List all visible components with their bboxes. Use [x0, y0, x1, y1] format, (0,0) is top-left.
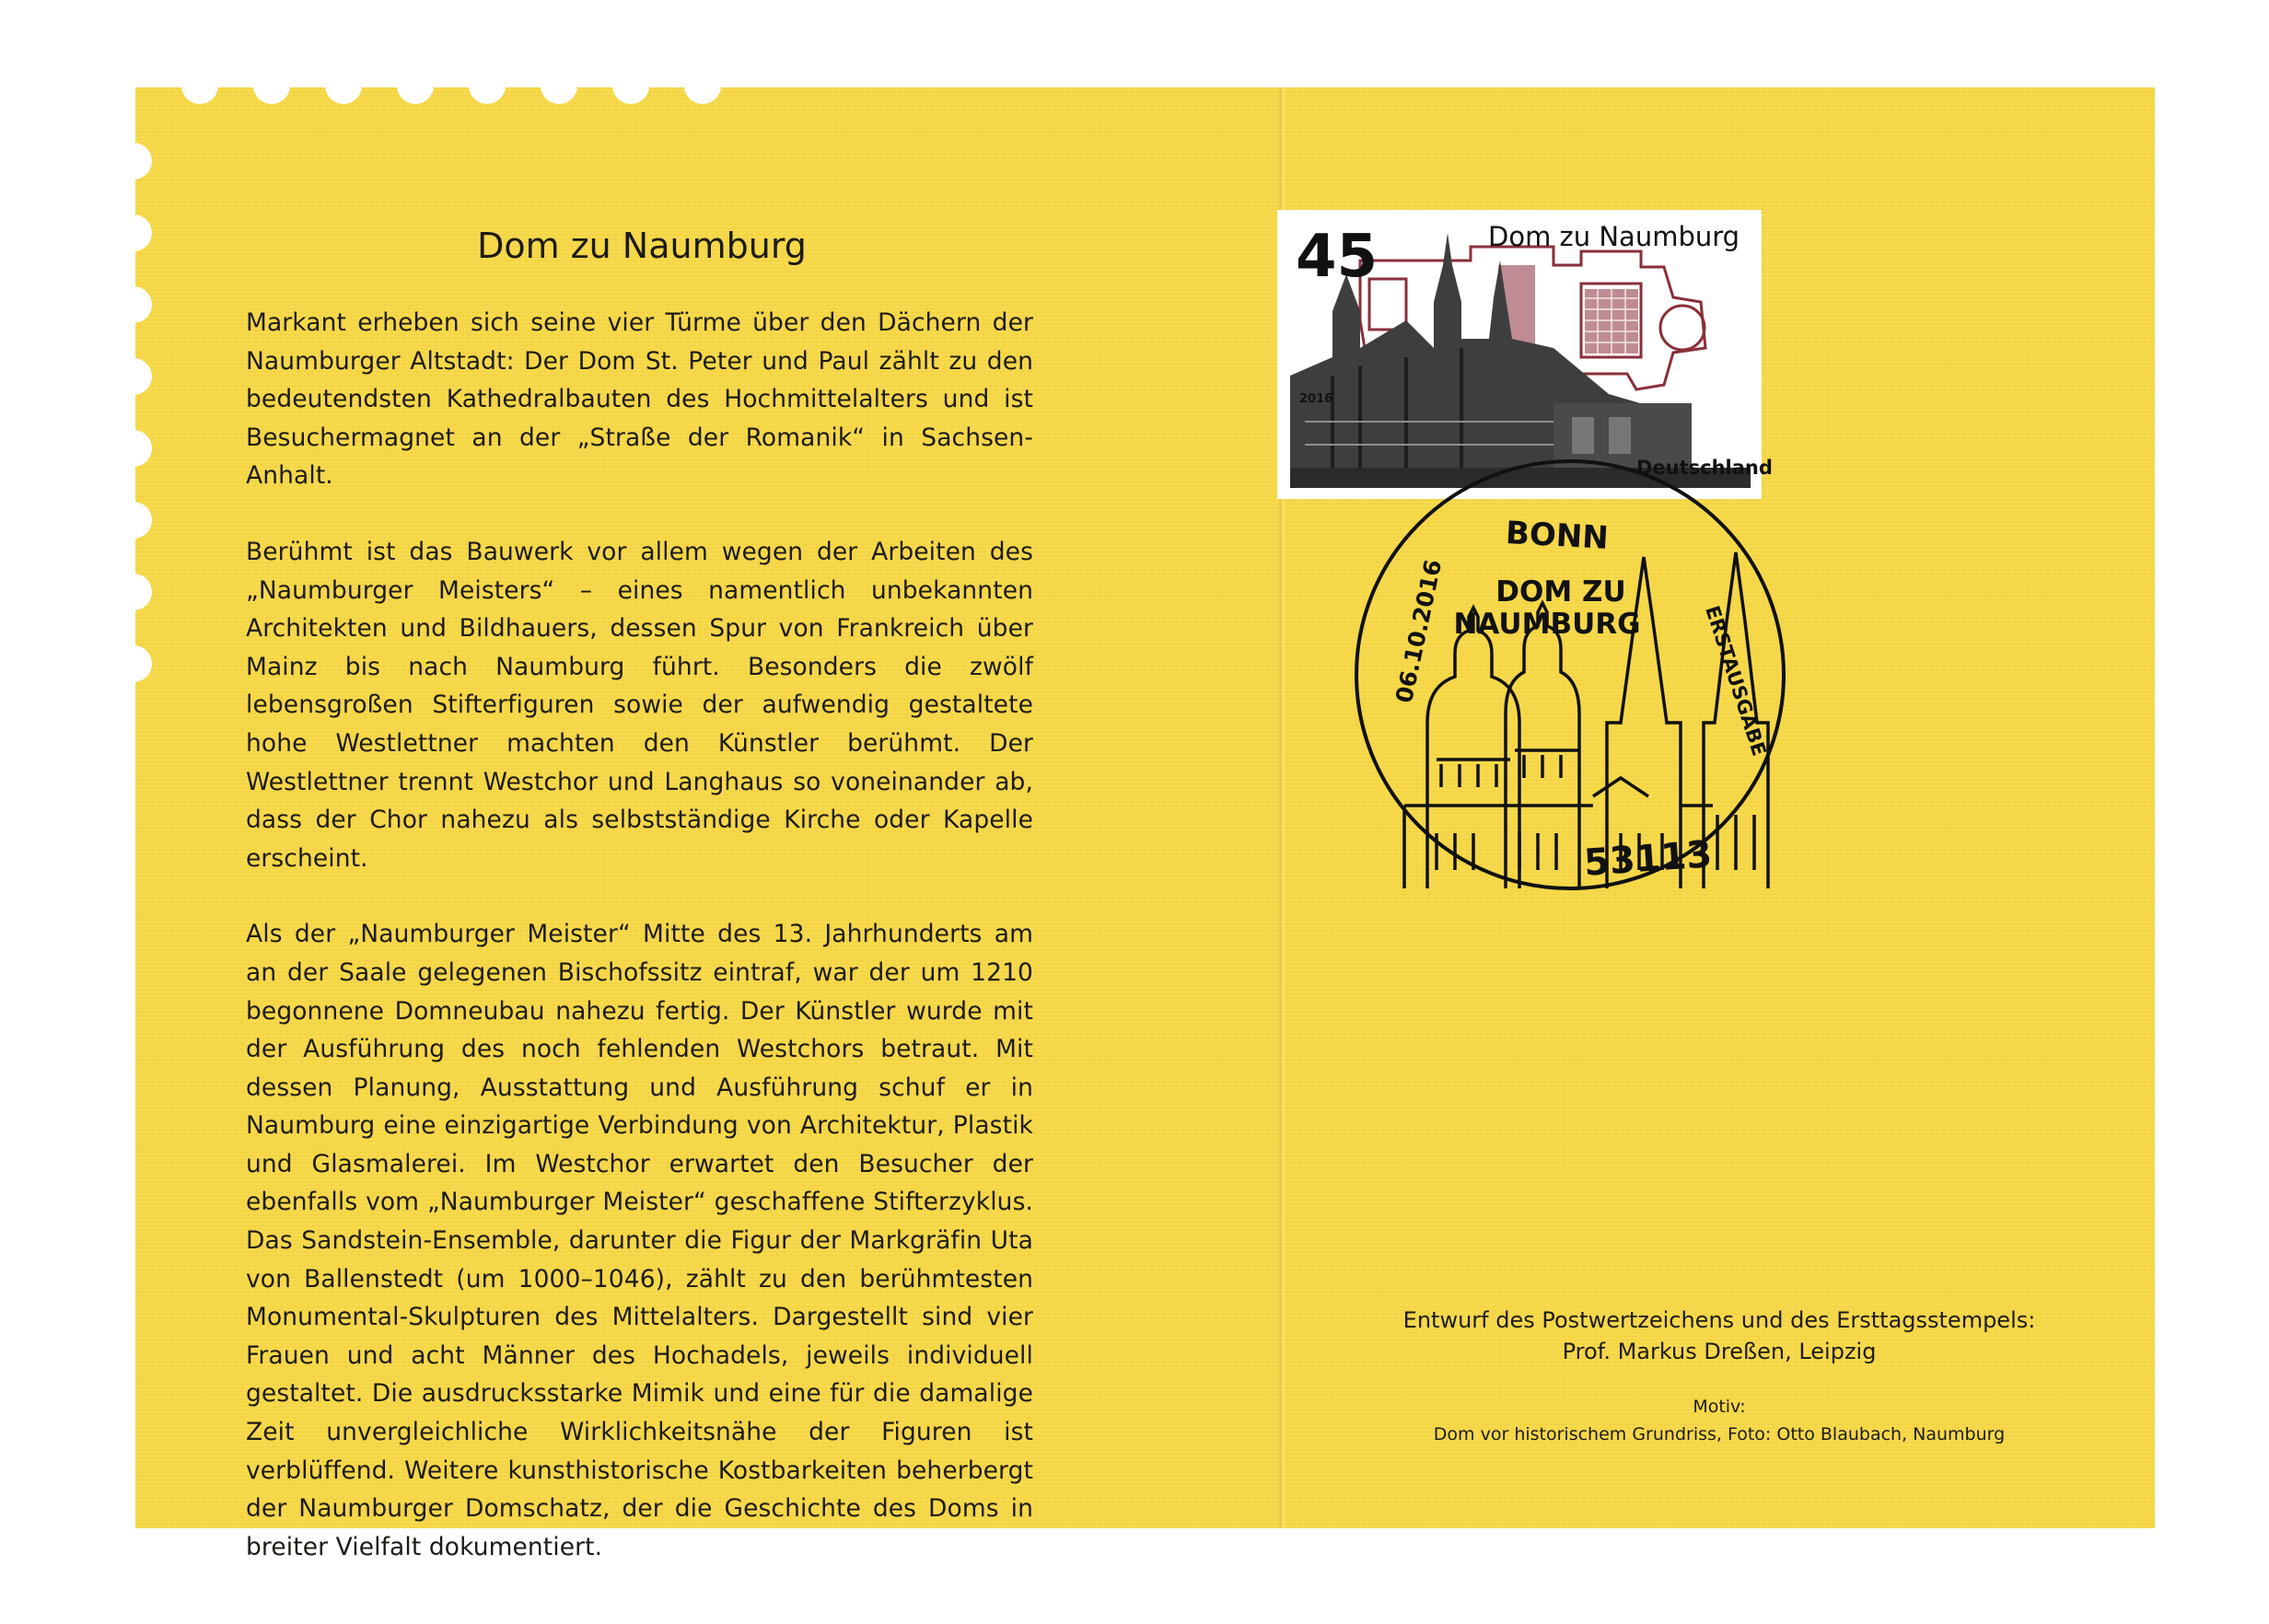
body-text [246, 304, 1033, 1604]
postmark-issue: ERSTAUSGABE [1701, 603, 1771, 760]
postmark-title-line-2: NAUMBURG [1453, 608, 1641, 641]
motif-credit [1286, 1393, 2152, 1448]
stamp-country: Deutschland [1636, 457, 1773, 479]
design-credit-line-2: Prof. Markus Dreßen, Leipzig [1562, 1339, 1877, 1364]
design-credit [1286, 1305, 2152, 1367]
postmark-city: BONN [1505, 515, 1610, 557]
motif-label: Motiv: [1693, 1397, 1746, 1417]
stamp-value: 45 [1296, 223, 1379, 291]
perforation-left [135, 87, 157, 713]
first-day-postmark [1317, 410, 1833, 925]
paragraph-2: Berühmt ist das Bauwerk vor allem wegen der Arbeiten des „Naumburger Meisters“ – eines namentlich unbekannten Architekten und Bildhauers, dessen Spur von Frankreich über Mainz bis nach Naumburg führt. Besonders die zwölf lebensgroßen Stifterfiguren sowie der aufwendig gestaltete hohe Westlettner machten den Künstler berühmt. Der Westlettner trennt Westchor und Langhaus so voneinander ab, dass der Chor nahezu als selbstständige Kirche oder Kapelle erscheint. [246, 537, 1033, 873]
page-title: Dom zu Naumburg [477, 226, 807, 266]
design-credit-line-1: Entwurf des Postwertzeichens und des Ersttagsstempels: [1402, 1307, 2036, 1333]
stamp-name: Dom zu Naumburg [1488, 221, 1740, 252]
postmark-title-line-1: DOM ZU [1495, 575, 1626, 609]
souvenir-card [135, 87, 2155, 1561]
postmark-zip: 53113 [1582, 833, 1714, 885]
postmark-drawing [1317, 410, 1833, 925]
paragraph-1: Markant erheben sich seine vier Türme über den Dächern der Naumburger Altstadt: Der Dom St. Peter und Paul zählt zu den bedeutendsten Kathedralbauten des Hochmittelalters und ist Besuchermagnet an der „Straße der Romanik“ in Sachsen-Anhalt. [246, 308, 1033, 491]
stamp-year: 2016 [1299, 392, 1333, 406]
postmark-date: 06.10.2016 [1390, 557, 1448, 706]
paragraph-3: Als der „Naumburger Meister“ Mitte des 13. Jahrhunderts am an der Saale gelegenen Bischofssitz eintraf, war der um 1210 begonnene Domneubau nahezu fertig. Der Künstler wurde mit der Ausführung des noch fehlenden Westchors betraut. Mit dessen Planung, Ausstattung und Ausführung schuf er in Naumburg eine einzigartige Verbindung von Architektur, Plastik und Glasmalerei. Im Westchor erwartet den Besucher der ebenfalls vom „Naumburger Meister“ geschaffene Stifterzyklus. Das Sandstein-Ensemble, darunter die Figur der Markgräfin Uta von Ballenstedt (um 1000–1046), zählt zu den berühmtesten Monumental-Skulpturen des Mittelalters. Dargestellt sind vier Frauen und acht Männer des Hochadels, jeweils individuell gestaltet. Die ausdrucksstarke Mimik und eine für die damalige Zeit unvergleichliche Wirklichkeitsnähe der Figuren ist verblüffend. Weitere kunsthistorische Kostbarkeiten beherbergt der Naumburger Domschatz, der die Geschichte des Doms in breiter Vielfalt dokumentiert. [246, 920, 1033, 1561]
motif-text: Dom vor historischem Grundriss, Foto: Otto Blaubach, Naumburg [1433, 1424, 2006, 1444]
perforation-top [135, 87, 752, 110]
